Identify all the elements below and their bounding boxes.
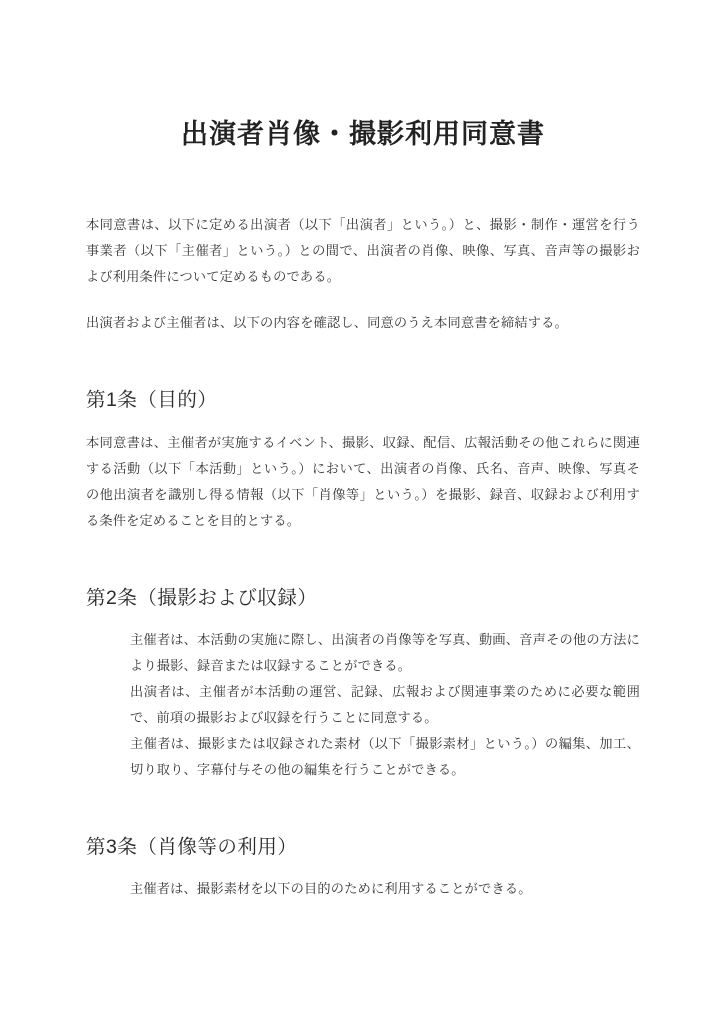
article-2-paragraph-2: 出演者は、主催者が本活動の運営、記録、広報および関連事業のために必要な範囲で、前項の撮影および収録を行うことに同意する。: [130, 683, 640, 725]
preamble-paragraph-1: 本同意書は、以下に定める出演者（以下「出演者」という。）と、撮影・制作・運営を行う事業者（以下「主催者」という。）との間で、出演者の肖像、映像、写真、音声等の撮影および利用条件について定めるものである。: [86, 217, 640, 285]
preamble-paragraph-2: 出演者および主催者は、以下の内容を確認し、同意のうえ本同意書を締結する。: [86, 315, 568, 331]
article-2-body: [130, 627, 640, 783]
page-title: 出演者肖像・撮影利用同意書: [181, 119, 545, 149]
article-2-paragraph-1: 主催者は、本活動の実施に際し、出演者の肖像等を写真、動画、音声その他の方法により撮影、録音または収録することができる。: [130, 631, 640, 673]
article-3: [86, 833, 640, 902]
article-3-paragraph-1: 主催者は、撮影素材を以下の目的のために利用することができる。: [130, 881, 532, 897]
article-1: [86, 386, 640, 533]
document-content: [86, 0, 640, 902]
article-3-heading: 第3条（肖像等の利用）: [86, 835, 298, 858]
preamble-section: [86, 212, 640, 336]
article-1-body: [86, 430, 640, 534]
article-3-body: [130, 876, 640, 902]
article-1-paragraph-1: 本同意書は、主催者が実施するイベント、撮影、収録、配信、広報活動その他これらに関連する活動（以下「本活動」という。）において、出演者の肖像、氏名、音声、映像、写真その他出演者を識別し得る情報（以下「肖像等」という。）を撮影、録音、収録および利用する条件を定めることを目的とする。: [86, 434, 640, 528]
article-2-paragraph-3: 主催者は、撮影または収録された素材（以下「撮影素材」という。）の編集、加工、切り取り、字幕付与その他の編集を行うことができる。: [130, 735, 640, 777]
article-1-heading: 第1条（目的）: [86, 389, 218, 412]
article-2: [86, 584, 640, 783]
article-2-heading: 第2条（撮影および収録）: [86, 586, 318, 609]
